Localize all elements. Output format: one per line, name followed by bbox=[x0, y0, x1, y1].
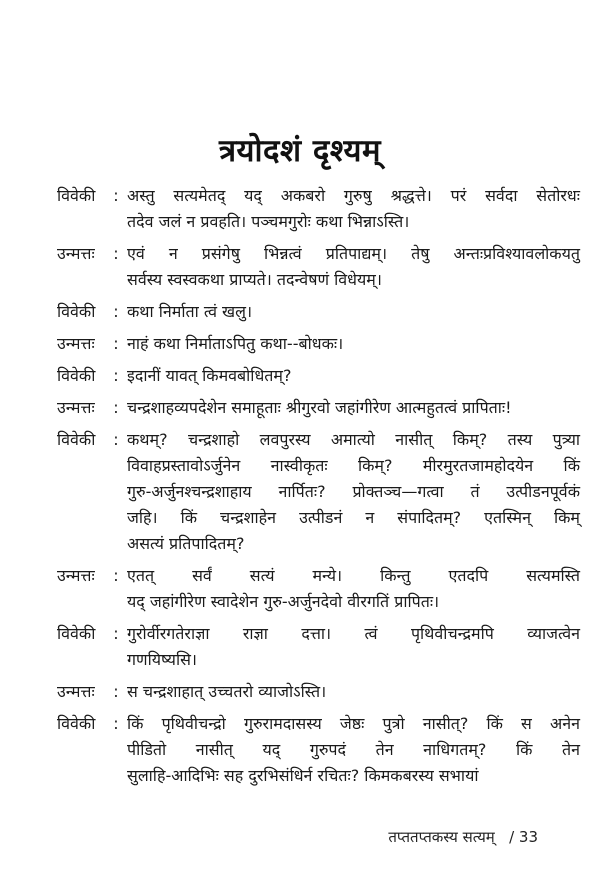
page-number: 33 bbox=[518, 828, 538, 846]
speech-text bbox=[127, 679, 580, 705]
speech-line: एतत् सर्वं सत्यं मन्ये। किन्तु एतदपि सत्यमस्ति bbox=[127, 566, 580, 585]
speaker-separator: : bbox=[113, 244, 119, 263]
speaker-label: विवेकी bbox=[57, 186, 96, 205]
speaker-separator: : bbox=[113, 682, 119, 701]
dialogue bbox=[57, 183, 580, 795]
dialogue-turn bbox=[57, 711, 580, 789]
speech-line: तदेव जलं न प्रवहति। पञ्चमगुरोः कथा भिन्नाऽस्ति। bbox=[127, 212, 410, 231]
speech-line: किं पृथिवीचन्द्रो गुरुरामदासस्य जेष्ठः पुत्रो नासीत्? किं स अनेन bbox=[127, 714, 580, 733]
speech-line: अस्तु सत्यमेतद् यद् अकबरो गुरुषु श्रद्धत्ते। परं सर्वदा सेतोरधः bbox=[127, 186, 580, 205]
speech-line: कथा निर्माता त्वं खलु। bbox=[127, 302, 253, 321]
dialogue-turn bbox=[57, 331, 580, 357]
speech-text bbox=[127, 711, 580, 789]
speaker-label: विवेकी bbox=[57, 302, 96, 321]
speech-text bbox=[127, 563, 580, 615]
speech-text bbox=[127, 241, 580, 293]
speaker-separator: : bbox=[113, 566, 119, 585]
dialogue-turn bbox=[57, 363, 580, 389]
speaker-separator: : bbox=[113, 302, 119, 321]
speaker-separator: : bbox=[113, 366, 119, 385]
speech-line: जहि। किं चन्द्रशाहेन उत्पीडनं न संपादितम्? एतस्मिन् किम् bbox=[127, 508, 580, 527]
speaker-label: विवेकी bbox=[57, 430, 96, 449]
speaker-separator: : bbox=[113, 186, 119, 205]
speaker-label: उन्मत्तः bbox=[57, 244, 95, 263]
speech-line: इदानीं यावत् किमवबोधितम्? bbox=[127, 366, 292, 385]
speech-line: सुलाहि-आदिभिः सह दुरभिसंधिर्न रचितः? किमकबरस्य सभायां bbox=[127, 766, 479, 785]
page-footer bbox=[388, 827, 538, 847]
speech-text bbox=[127, 427, 580, 557]
speech-text bbox=[127, 363, 580, 389]
speaker-separator: : bbox=[113, 624, 119, 643]
speaker-separator: : bbox=[113, 714, 119, 733]
speaker-separator: : bbox=[113, 430, 119, 449]
dialogue-turn bbox=[57, 679, 580, 705]
speech-text bbox=[127, 331, 580, 357]
speech-text bbox=[127, 395, 580, 421]
footer-separator: / bbox=[499, 828, 519, 846]
speaker-label: उन्मत्तः bbox=[57, 398, 95, 417]
speech-line: कथम्? चन्द्रशाहो लवपुरस्य अमात्यो नासीत् किम्? तस्य पुत्र्या bbox=[127, 430, 580, 449]
dialogue-turn bbox=[57, 395, 580, 421]
speech-line: सर्वस्य स्वस्वकथा प्राप्यते। तदन्वेषणं विधेयम्। bbox=[127, 270, 382, 289]
dialogue-turn bbox=[57, 563, 580, 615]
dialogue-turn bbox=[57, 299, 580, 325]
speech-text bbox=[127, 299, 580, 325]
speaker-label: विवेकी bbox=[57, 366, 96, 385]
footer-book-title: तप्ततप्तकस्य सत्यम् bbox=[388, 828, 495, 846]
dialogue-turn bbox=[57, 427, 580, 557]
speech-line: गुरोर्वीरगतेराज्ञा राज्ञा दत्ता। त्वं पृथिवीचन्द्रमपि व्याजत्वेन bbox=[127, 624, 580, 643]
speech-line: स चन्द्रशाहात् उच्चतरो व्याजोऽस्ति। bbox=[127, 682, 327, 701]
dialogue-turn bbox=[57, 183, 580, 235]
speaker-separator: : bbox=[113, 334, 119, 353]
speech-text bbox=[127, 621, 580, 673]
speech-text bbox=[127, 183, 580, 235]
speech-line: नाहं कथा निर्माताऽपितु कथा--बोधकः। bbox=[127, 334, 344, 353]
speaker-label: विवेकी bbox=[57, 624, 96, 643]
speaker-label: उन्मत्तः bbox=[57, 566, 95, 585]
speech-line: एवं न प्रसंगेषु भिन्नत्वं प्रतिपाद्यम्। तेषु अन्तःप्रविश्यावलोकयतु bbox=[127, 244, 580, 263]
page-title: त्रयोदशं दृश्यम् bbox=[218, 132, 382, 169]
speech-line: असत्यं प्रतिपादितम्? bbox=[127, 534, 245, 553]
speaker-label: उन्मत्तः bbox=[57, 334, 95, 353]
speech-line: गणयिष्यसि। bbox=[127, 650, 197, 669]
speech-line: गुरु-अर्जुनश्चन्द्रशाहाय नार्पितः? प्रोक्तञ्च—गत्वा तं उत्पीडनपूर्वकं bbox=[127, 482, 580, 501]
speech-line: यद् जहांगीरेण स्वादेशेन गुरु-अर्जुनदेवो वीरगतिं प्रापितः। bbox=[127, 592, 440, 611]
speech-line: चन्द्रशाहव्यपदेशेन समाहूताः श्रीगुरवो जहांगीरेण आत्महुतत्वं प्रापिताः! bbox=[127, 398, 512, 417]
speech-line: विवाहप्रस्तावोऽर्जुनेन नास्वीकृतः किम्? मीरमुरतजामहोदयेन किं bbox=[127, 456, 580, 475]
speaker-separator: : bbox=[113, 398, 119, 417]
dialogue-turn bbox=[57, 621, 580, 673]
dialogue-turn bbox=[57, 241, 580, 293]
speaker-label: विवेकी bbox=[57, 714, 96, 733]
speech-line: पीडितो नासीत् यद् गुरुपदं तेन नाधिगतम्? किं तेन bbox=[127, 740, 580, 759]
speaker-label: उन्मत्तः bbox=[57, 682, 95, 701]
